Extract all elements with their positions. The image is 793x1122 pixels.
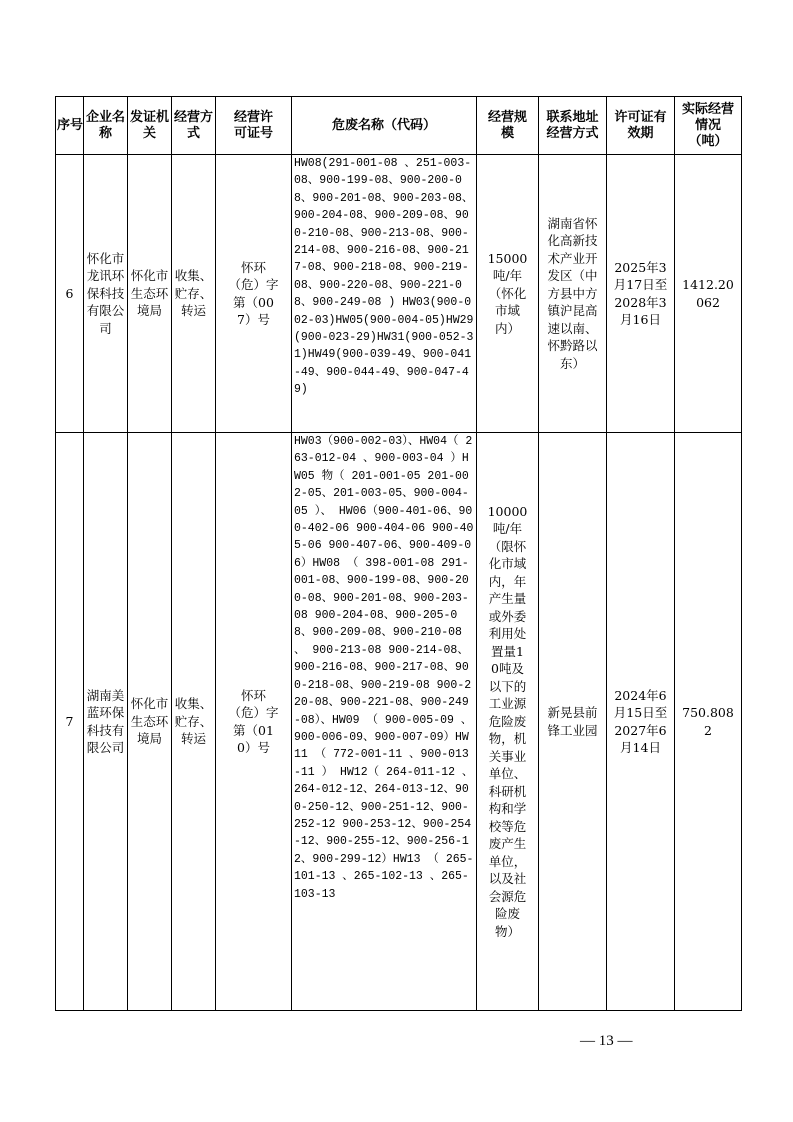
page-number: — 13 — bbox=[580, 1033, 633, 1049]
header-company-name: 企业名称 bbox=[84, 97, 128, 155]
cell-contact-address: 湖南省怀化高新技术产业开发区（中方县中方镇沪昆高速以南、怀黔路以东） bbox=[539, 155, 607, 433]
cell-company-name: 怀化市龙讯环保科技有限公司 bbox=[84, 155, 128, 433]
cell-operation-scale: 10000吨/年（限怀化市域内，年产生量或外委利用处置量10吨及以下的工业源危险废物，机关事业单位、科研机构和学校等危废产生单位，以及社会源危险废物） bbox=[477, 433, 539, 1011]
cell-operation-scale: 15000吨/年（怀化市域内） bbox=[477, 155, 539, 433]
cell-actual-operation: 1412.20062 bbox=[675, 155, 742, 433]
header-operation-scale: 经营规模 bbox=[477, 97, 539, 155]
cell-issuing-authority: 怀化市生态环境局 bbox=[128, 155, 172, 433]
hazardous-waste-license-table bbox=[55, 96, 742, 1011]
cell-license-number: 怀环（危）字第（010）号 bbox=[216, 433, 292, 1011]
header-serial-no: 序号 bbox=[56, 97, 84, 155]
cell-license-validity: 2025年3月17日至2028年3月16日 bbox=[607, 155, 675, 433]
cell-license-validity: 2024年6月15日至2027年6月14日 bbox=[607, 433, 675, 1011]
cell-serial-no: 7 bbox=[56, 433, 84, 1011]
header-waste-name-code: 危废名称（代码） bbox=[292, 97, 477, 155]
table-row bbox=[56, 155, 742, 433]
header-operation-mode: 经营方式 bbox=[172, 97, 216, 155]
cell-operation-mode: 收集、贮存、转运 bbox=[172, 433, 216, 1011]
header-license-number: 经营许可证号 bbox=[216, 97, 292, 155]
cell-actual-operation: 750.8082 bbox=[675, 433, 742, 1011]
header-actual-operation: 实际经营情况（吨） bbox=[675, 97, 742, 155]
cell-waste-name-code: HW08(291-001-08 、251-003-08、900-199-08、900-200-08、900-201-08、900-203-08、900-204-08、900-209-08、900-210-08、900-213-08、900-214-08、900-216-08、900-217-08、900-218-08、900-219-08、900-220-08、900-221-08、900-249-08 ) HW03(900-002-03)HW05(900-004-05)HW29(900-023-29)HW31(900-052-31)HW49(900-039-49、900-041-49、900-044-49、900-047-49) bbox=[292, 155, 477, 433]
cell-contact-address: 新晃县前锋工业园 bbox=[539, 433, 607, 1011]
header-contact-address: 联系地址经营方式 bbox=[539, 97, 607, 155]
cell-waste-name-code: HW03（900-002-03）、HW04（ 263-012-04 、900-003-04 ）HW05 物（ 201-001-05 201-002-05、201-003-05、900-004-05 ）、 HW06（900-401-06、900-402-06 900-404-06 900-405-06 900-407-06、900-409-06）HW08 （ 398-001-08 291-001-08、900-199-08、900-200-08、900-201-08、900-203-08 900-204-08、900-205-08、900-209-08、900-210-08 、 900-213-08 900-214-08、900-216-08、900-217-08、900-218-08、900-219-08 900-220-08、900-221-08、900-249-08）、HW09 （ 900-005-09 、900-006-09、900-007-09）HW11 （ 772-001-11 、900-013-11 ） HW12（ 264-011-12 、264-012-12、264-013-12、900-250-12、900-251-12、900-252-12 900-253-12、900-254-12、900-255-12、900-256-12、900-299-12）HW13 （ 265-101-13 、265-102-13 、265-103-13 bbox=[292, 433, 477, 1011]
table-row bbox=[56, 433, 742, 1011]
table-header-row bbox=[56, 97, 742, 155]
header-issuing-authority: 发证机关 bbox=[128, 97, 172, 155]
header-license-validity: 许可证有效期 bbox=[607, 97, 675, 155]
cell-issuing-authority: 怀化市生态环境局 bbox=[128, 433, 172, 1011]
cell-license-number: 怀环（危）字第（007）号 bbox=[216, 155, 292, 433]
cell-company-name: 湖南美蓝环保科技有限公司 bbox=[84, 433, 128, 1011]
cell-serial-no: 6 bbox=[56, 155, 84, 433]
cell-operation-mode: 收集、贮存、转运 bbox=[172, 155, 216, 433]
